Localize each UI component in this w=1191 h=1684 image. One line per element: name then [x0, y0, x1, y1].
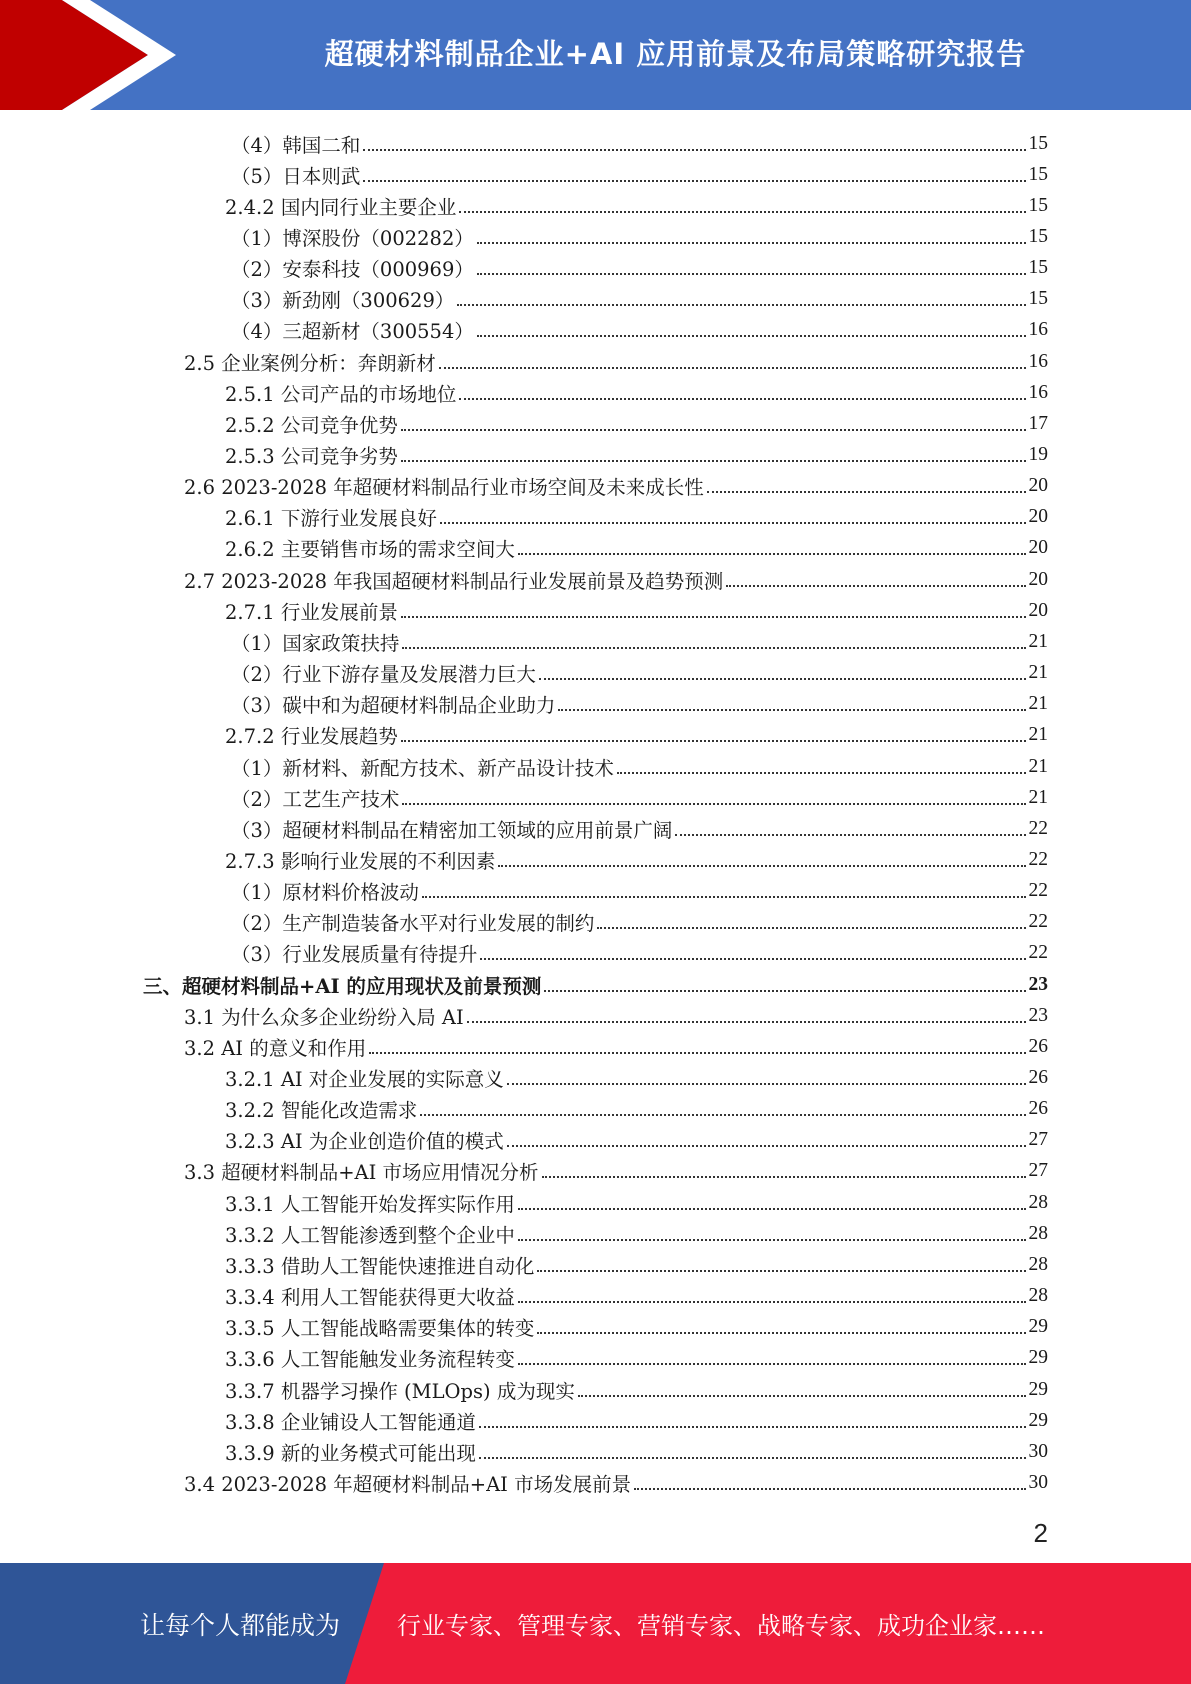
- toc-entry-page: 21: [1028, 630, 1048, 652]
- toc-entry[interactable]: [225, 377, 1048, 408]
- page-header: [0, 0, 1191, 110]
- toc-entry-label: 2.7 2023-2028 年我国超硬材料制品行业发展前景及趋势预测: [184, 569, 724, 593]
- toc-dot-leader: [498, 849, 1025, 871]
- toc-entry-label: 3.3.6 人工智能触发业务流程转变: [225, 1348, 515, 1372]
- toc-dot-leader: [537, 1254, 1025, 1276]
- toc-dot-leader: [707, 475, 1026, 497]
- toc-entry-label: 2.5 企业案例分析：奔朗新材: [184, 351, 436, 375]
- toc-entry-label: 3.2.3 AI 为企业创造价值的模式: [225, 1130, 504, 1154]
- toc-dot-leader: [675, 818, 1025, 840]
- toc-entry[interactable]: [225, 408, 1048, 439]
- toc-dot-leader: [480, 942, 1025, 964]
- toc-entry-page: 27: [1028, 1129, 1048, 1151]
- toc-entry-label: （2）行业下游存量及发展潜力巨大: [231, 663, 536, 687]
- toc-dot-leader: [369, 1036, 1025, 1058]
- toc-entry-label: 2.4.2 国内同行业主要企业: [225, 195, 457, 219]
- toc-dot-leader: [542, 1160, 1026, 1182]
- toc-entry-page: 15: [1028, 257, 1048, 279]
- toc-entry[interactable]: [231, 315, 1048, 346]
- toc-dot-leader: [539, 662, 1026, 684]
- toc-entry-page: 30: [1028, 1471, 1048, 1493]
- toc-entry[interactable]: [231, 938, 1048, 969]
- toc-dot-leader: [401, 444, 1026, 466]
- toc-entry-label: 3.3 超硬材料制品+AI 市场应用情况分析: [184, 1161, 539, 1185]
- toc-dot-leader: [459, 382, 1025, 404]
- toc-entry-label: 3.3.8 企业铺设人工智能通道: [225, 1410, 476, 1434]
- toc-entry-page: 16: [1028, 350, 1048, 372]
- toc-entry-page: 15: [1028, 194, 1048, 216]
- toc-dot-leader: [634, 1472, 1025, 1494]
- footer-slogan-left: 让每个人都能成为: [140, 1610, 341, 1640]
- toc-dot-leader: [597, 911, 1025, 933]
- toc-entry-label: 3.3.7 机器学习操作 (MLOps) 成为现实: [225, 1379, 575, 1403]
- toc-entry-label: 3.3.2 人工智能渗透到整个企业中: [225, 1223, 515, 1247]
- toc-entry[interactable]: [225, 1218, 1048, 1249]
- toc-entry-page: 28: [1028, 1191, 1048, 1213]
- toc-entry-label: （3）新劲刚（300629）: [231, 289, 455, 313]
- toc-entry-page: 15: [1028, 288, 1048, 310]
- toc-entry[interactable]: [231, 782, 1048, 813]
- toc-dot-leader: [518, 1285, 1026, 1307]
- toc-entry-page: 29: [1028, 1347, 1048, 1369]
- toc-entry-page: 15: [1028, 132, 1048, 154]
- toc-entry-label: 3.2.2 智能化改造需求: [225, 1099, 418, 1123]
- toc-dot-leader: [518, 537, 1026, 559]
- toc-entry-page: 15: [1028, 225, 1048, 247]
- toc-entry-label: 3.4 2023-2028 年超硬材料制品+AI 市场发展前景: [184, 1472, 632, 1496]
- toc-dot-leader: [401, 724, 1026, 746]
- toc-dot-leader: [402, 787, 1025, 809]
- toc-entry[interactable]: [231, 221, 1048, 252]
- toc-dot-leader: [507, 1129, 1026, 1151]
- toc-entry[interactable]: [225, 1374, 1048, 1405]
- toc-entry-page: 28: [1028, 1222, 1048, 1244]
- toc-entry-page: 21: [1028, 755, 1048, 777]
- toc-dot-leader: [467, 1005, 1026, 1027]
- toc-dot-leader: [518, 1192, 1026, 1214]
- toc-dot-leader: [518, 1223, 1026, 1245]
- toc-entry-label: 3.3.4 利用人工智能获得更大收益: [225, 1286, 515, 1310]
- toc-entry-label: （1）原材料价格波动: [231, 881, 419, 905]
- toc-entry-page: 30: [1028, 1440, 1048, 1462]
- toc-entry[interactable]: [231, 253, 1048, 284]
- toc-entry-label: 3.2.1 AI 对企业发展的实际意义: [225, 1068, 504, 1091]
- toc-entry-page: 22: [1028, 880, 1048, 902]
- toc-entry-page: 27: [1028, 1160, 1048, 1182]
- toc-dot-leader: [477, 226, 1026, 248]
- toc-entry-label: 2.7.3 影响行业发展的不利因素: [225, 849, 496, 873]
- toc-dot-leader: [401, 413, 1026, 435]
- toc-entry[interactable]: [231, 128, 1048, 159]
- toc-entry-page: 21: [1028, 693, 1048, 715]
- toc-entry-label: （4）三超新材（300554）: [231, 320, 474, 344]
- toc-entry-label: （3）超硬材料制品在精密加工领域的应用前景广阔: [231, 818, 673, 842]
- toc-entry-label: 3.3.3 借助人工智能快速推进自动化: [225, 1254, 535, 1278]
- footer-slogan-right: 行业专家、管理专家、营销专家、战略专家、成功企业家……: [397, 1612, 1045, 1640]
- toc-entry-page: 20: [1028, 537, 1048, 559]
- toc-dot-leader: [363, 164, 1025, 186]
- toc-entry[interactable]: [231, 751, 1048, 782]
- toc-entry[interactable]: [225, 1436, 1048, 1467]
- toc-entry-page: 20: [1028, 599, 1048, 621]
- toc-entry-page: 26: [1028, 1035, 1048, 1057]
- toc-entry[interactable]: [184, 1467, 1048, 1498]
- toc-entry[interactable]: [225, 533, 1048, 564]
- toc-entry-label: 2.5.1 公司产品的市场地位: [225, 382, 457, 406]
- toc-entry[interactable]: [225, 595, 1048, 626]
- toc-entry-label: （2）工艺生产技术: [231, 787, 400, 811]
- toc-entry-page: 29: [1028, 1378, 1048, 1400]
- toc-entry-label: （2）安泰科技（000969）: [231, 258, 474, 282]
- toc-entry[interactable]: [231, 159, 1048, 190]
- toc-entry[interactable]: [231, 626, 1048, 657]
- toc-entry-label: 2.6.1 下游行业发展良好: [225, 507, 437, 531]
- toc-entry-label: （3）碳中和为超硬材料制品企业助力: [231, 694, 556, 718]
- toc-entry-page: 22: [1028, 817, 1048, 839]
- toc-entry-page: 26: [1028, 1098, 1048, 1120]
- toc-dot-leader: [363, 133, 1025, 155]
- toc-entry-page: 21: [1028, 724, 1048, 746]
- toc-entry[interactable]: [225, 1125, 1048, 1156]
- toc-entry-label: 3.3.9 新的业务模式可能出现: [225, 1441, 476, 1465]
- toc-entry-label: 3.1 为什么众多企业纷纷入局 AI: [184, 1005, 464, 1029]
- toc-entry[interactable]: [225, 1249, 1048, 1280]
- toc-dot-leader: [422, 880, 1026, 902]
- toc-entry[interactable]: [225, 1187, 1048, 1218]
- toc-entry-page: 21: [1028, 662, 1048, 684]
- toc-entry[interactable]: [143, 969, 1048, 1000]
- toc-entry[interactable]: [231, 876, 1048, 907]
- toc-entry-page: 21: [1028, 786, 1048, 808]
- toc-entry[interactable]: [231, 907, 1048, 938]
- toc-entry[interactable]: [225, 1312, 1048, 1343]
- toc-entry-page: 23: [1028, 973, 1048, 995]
- toc-entry[interactable]: [225, 440, 1048, 471]
- toc-entry-label: （5）日本则武: [231, 164, 361, 188]
- toc-entry-page: 22: [1028, 942, 1048, 964]
- toc-entry[interactable]: [225, 1281, 1048, 1312]
- toc-entry-page: 17: [1028, 412, 1048, 434]
- toc-entry[interactable]: [184, 346, 1048, 377]
- toc-entry-label: 2.7.1 行业发展前景: [225, 600, 398, 624]
- toc-dot-leader: [544, 974, 1025, 996]
- toc-entry[interactable]: [225, 1063, 1048, 1094]
- toc-dot-leader: [617, 756, 1026, 778]
- toc-entry-page: 28: [1028, 1285, 1048, 1307]
- toc-dot-leader: [477, 257, 1026, 279]
- toc-entry-label: （3）行业发展质量有待提升: [231, 943, 478, 967]
- toc-entry-page: 20: [1028, 506, 1048, 528]
- toc-entry-label: （1）国家政策扶持: [231, 631, 400, 655]
- toc-entry[interactable]: [184, 1156, 1048, 1187]
- toc-dot-leader: [518, 1347, 1026, 1369]
- toc-entry-page: 20: [1028, 475, 1048, 497]
- toc-entry-label: （4）韩国二和: [231, 133, 361, 157]
- toc-entry-page: 29: [1028, 1409, 1048, 1431]
- toc-entry-label: 三、超硬材料制品+AI 的应用现状及前景预测: [143, 974, 542, 998]
- toc-entry[interactable]: [225, 190, 1048, 221]
- toc-dot-leader: [537, 1316, 1025, 1338]
- toc-entry[interactable]: [184, 1000, 1048, 1031]
- toc-entry-label: 2.6.2 主要销售市场的需求空间大: [225, 538, 515, 562]
- toc-entry[interactable]: [231, 658, 1048, 689]
- toc-entry-label: （1）新材料、新配方技术、新产品设计技术: [231, 756, 614, 780]
- toc-entry[interactable]: [231, 689, 1048, 720]
- toc-entry-page: 22: [1028, 848, 1048, 870]
- toc-entry-label: 2.6 2023-2028 年超硬材料制品行业市场空间及未来成长性: [184, 476, 704, 500]
- toc-entry-label: 2.7.2 行业发展趋势: [225, 725, 398, 749]
- toc-entry-page: 28: [1028, 1253, 1048, 1275]
- toc-entry-page: 26: [1028, 1067, 1048, 1088]
- toc-entry-page: 16: [1028, 319, 1048, 341]
- toc-dot-leader: [578, 1379, 1026, 1401]
- toc-entry-label: （2）生产制造装备水平对行业发展的制约: [231, 912, 595, 936]
- toc-entry-page: 15: [1028, 163, 1048, 185]
- toc-entry-page: 23: [1028, 1004, 1048, 1026]
- toc-dot-leader: [402, 631, 1025, 653]
- toc-dot-leader: [507, 1067, 1026, 1089]
- toc-entry[interactable]: [225, 1405, 1048, 1436]
- toc-entry[interactable]: [184, 471, 1048, 502]
- page-footer: [0, 1563, 1191, 1684]
- toc-dot-leader: [479, 1410, 1026, 1432]
- toc-entry[interactable]: [225, 502, 1048, 533]
- toc-entry[interactable]: [184, 564, 1048, 595]
- toc-dot-leader: [477, 319, 1026, 341]
- toc-dot-leader: [420, 1098, 1025, 1120]
- toc-entry[interactable]: [184, 1031, 1048, 1062]
- toc-dot-leader: [457, 288, 1025, 310]
- toc-entry-page: 16: [1028, 381, 1048, 403]
- toc-entry[interactable]: [225, 1343, 1048, 1374]
- toc-entry[interactable]: [225, 720, 1048, 751]
- toc-entry-label: 3.3.5 人工智能战略需要集体的转变: [225, 1317, 535, 1341]
- toc-entry[interactable]: [225, 844, 1048, 875]
- toc-dot-leader: [479, 1441, 1026, 1463]
- toc-entry-label: 2.5.3 公司竞争劣势: [225, 445, 398, 468]
- toc-entry[interactable]: [231, 284, 1048, 315]
- toc-dot-leader: [558, 693, 1025, 715]
- toc-entry-page: 22: [1028, 911, 1048, 933]
- toc-entry-label: 3.2 AI 的意义和作用: [184, 1036, 367, 1060]
- page-number: 2: [1033, 1518, 1048, 1548]
- toc-entry-label: （1）博深股份（002282）: [231, 226, 474, 250]
- toc-entry[interactable]: [231, 813, 1048, 844]
- report-title: 超硬材料制品企业+AI 应用前景及布局策略研究报告: [324, 36, 1027, 71]
- toc-entry[interactable]: [225, 1094, 1048, 1125]
- toc-dot-leader: [440, 506, 1026, 528]
- toc-entry-page: 29: [1028, 1316, 1048, 1338]
- toc-dot-leader: [726, 569, 1025, 591]
- toc-entry-label: 2.5.2 公司竞争优势: [225, 413, 398, 437]
- toc-entry-page: 20: [1028, 568, 1048, 590]
- toc-dot-leader: [439, 351, 1026, 373]
- toc-entry-label: 3.3.1 人工智能开始发挥实际作用: [225, 1192, 515, 1216]
- toc-dot-leader: [459, 195, 1025, 217]
- toc-dot-leader: [401, 600, 1026, 622]
- toc-entry-page: 19: [1028, 444, 1048, 465]
